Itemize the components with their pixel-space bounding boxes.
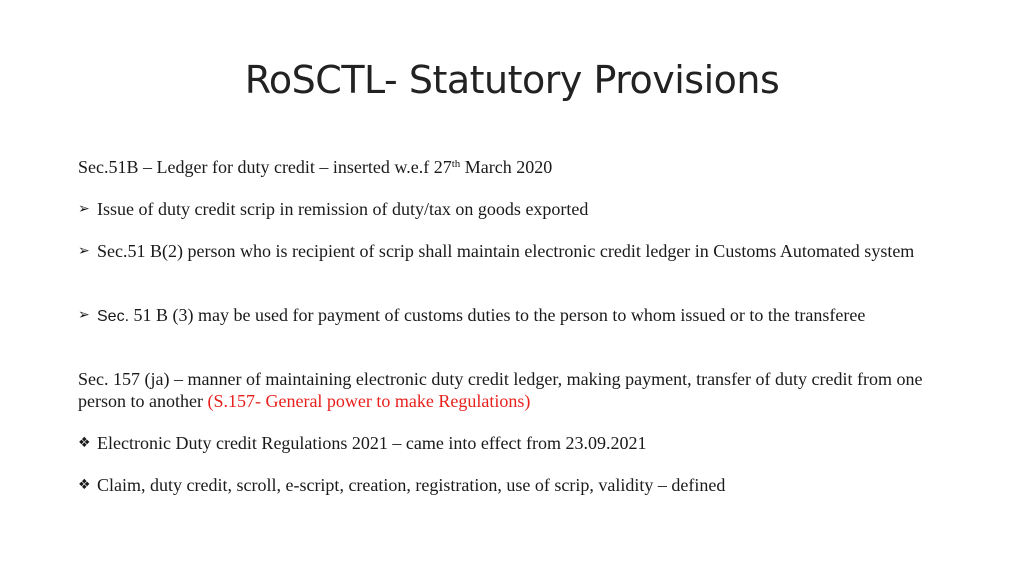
list-item-text: Issue of duty credit scrip in remission of duty/tax on goods exported bbox=[97, 199, 589, 219]
list-item-body: 51 B (3) may be used for payment of customs duties to the person to whom issued or to the transferee bbox=[129, 305, 866, 325]
paragraph-sec157-text: Sec. 157 (ja) – manner of maintaining electronic duty credit ledger, making payment, transfer of duty credit from one person to another bbox=[78, 369, 923, 411]
slide-title: RoSCTL- Statutory Provisions bbox=[244, 58, 780, 102]
paragraph-sec51b-text: Sec.51B – Ledger for duty credit – inserted w.e.f 27 bbox=[78, 157, 452, 177]
list-item-text: Claim, duty credit, scroll, e-script, creation, registration, use of scrip, validity – defined bbox=[97, 475, 726, 495]
paragraph-sec157 bbox=[78, 368, 958, 412]
arrow-bullet-icon: ➢ bbox=[78, 243, 90, 259]
list-item-text bbox=[97, 304, 947, 328]
arrow-bullet-icon: ➢ bbox=[78, 307, 90, 323]
diamond-bullet-icon: ❖ bbox=[78, 435, 91, 451]
list-item-text: Electronic Duty credit Regulations 2021 – came into effect from 23.09.2021 bbox=[97, 433, 647, 453]
diamond-bullet-icon: ❖ bbox=[78, 477, 91, 493]
paragraph-sec51b bbox=[78, 156, 958, 178]
list-item-text: Sec.51 B(2) person who is recipient of scrip shall maintain electronic credit ledger in Customs Automated system bbox=[97, 241, 915, 261]
regulation-highlight: (S.157- General power to make Regulations) bbox=[207, 391, 531, 411]
list-item-prefix: Sec. bbox=[97, 308, 130, 325]
ordinal-suffix: th bbox=[451, 158, 461, 170]
paragraph-sec51b-date: March 2020 bbox=[460, 157, 553, 177]
arrow-bullet-icon: ➢ bbox=[78, 201, 90, 217]
